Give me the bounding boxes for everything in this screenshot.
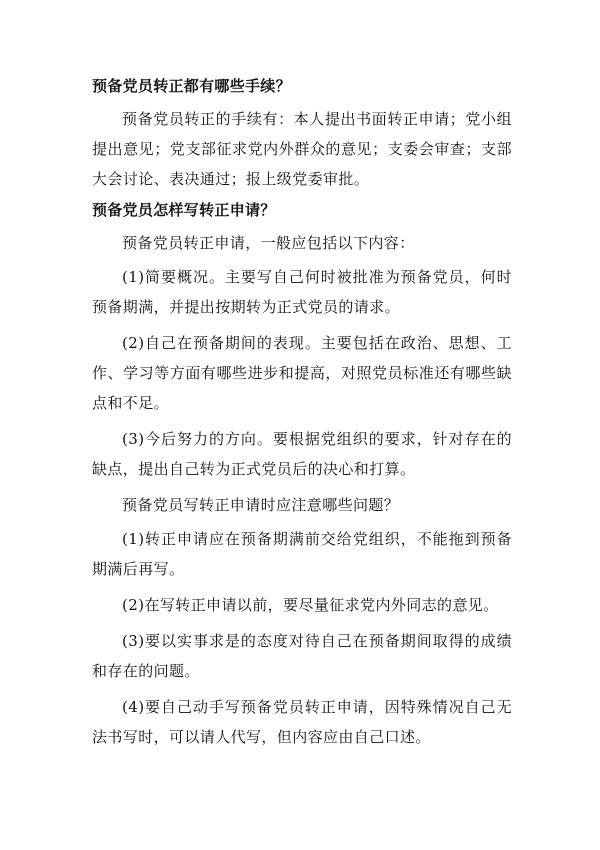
content-item-1: (1)简要概况。主要写自己何时被批准为预备党员，何时预备期满，并提出按期转为正式党员的请求。 — [92, 268, 512, 316]
section2-intro: 预备党员转正申请，一般应包括以下内容： — [122, 234, 415, 252]
note-item-3: (3)要以实事求是的态度对待自己在预备期间取得的成绩和存在的问题。 — [92, 632, 512, 680]
notes-question: 预备党员写转正申请时应注意哪些问题？ — [122, 496, 400, 514]
content-item-3: (3)今后努力的方向。要根据党组织的要求，针对存在的缺点，提出自己转为正式党员后的决心和打算。 — [92, 430, 512, 478]
content-item-2: (2)自己在预备期间的表现。主要包括在政治、思想、工作、学习等方面有哪些进步和提高，对照党员标准还有哪些缺点和不足。 — [92, 334, 512, 412]
section2-heading: 预备党员怎样写转正申请？ — [92, 201, 276, 219]
note-item-4: (4)要自己动手写预备党员转正申请，因特殊情况自己无法书写时，可以请人代写，但内容应由自己口述。 — [92, 698, 512, 746]
section1-heading: 预备党员转正都有哪些手续？ — [92, 77, 291, 95]
section1-body: 预备党员转正的手续有：本人提出书面转正申请；党小组提出意见；党支部征求党内外群众的意见；支委会审查；支部大会讨论、表决通过；报上级党委审批。 — [92, 110, 512, 188]
note-item-2: (2)在写转正申请以前，要尽量征求党内外同志的意见。 — [122, 596, 499, 614]
note-item-1: (1)转正申请应在预备期满前交给党组织，不能拖到预备期满后再写。 — [92, 530, 512, 578]
